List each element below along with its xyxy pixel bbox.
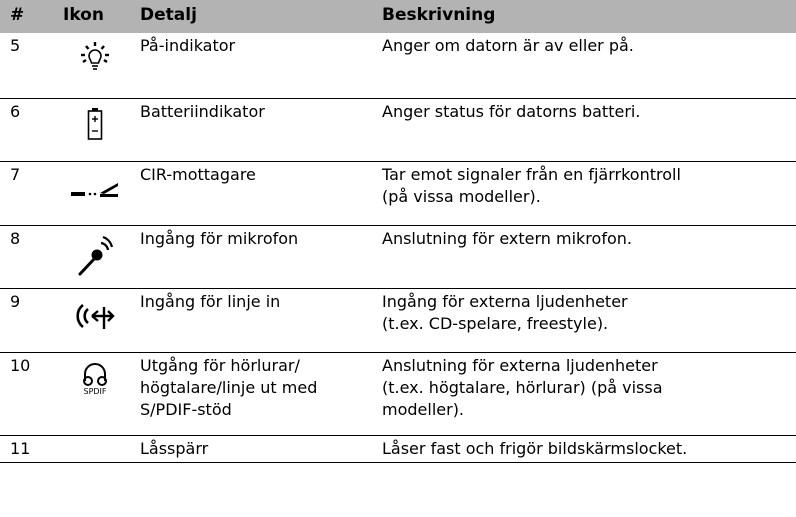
- row-description: Anslutning för extern mikrofon.: [382, 229, 632, 248]
- spdif-label: SPDIF: [83, 387, 107, 396]
- row-description: Tar emot signaler från en fjärrkontroll (på vissa modeller).: [382, 165, 681, 206]
- header-detail: Detalj: [140, 5, 197, 25]
- row-num: 9: [10, 292, 21, 311]
- row-description: Anslutning för externa ljudenheter (t.ex. högtalare, hörlurar) (på vissa modeller).: [382, 356, 663, 419]
- row-detail: Batteriindikator: [140, 102, 265, 121]
- row-description: Ingång för externa ljudenheter (t.ex. CD-spelare, freestyle).: [382, 292, 628, 333]
- row-num: 5: [10, 36, 21, 55]
- row-description: Anger om datorn är av eller på.: [382, 36, 634, 55]
- row-detail: Låsspärr: [140, 439, 209, 458]
- microphone-icon: [60, 234, 130, 276]
- header-num: #: [10, 5, 25, 25]
- row-detail: Ingång för linje in: [140, 292, 281, 311]
- table-row: [0, 353, 796, 436]
- row-description: Låser fast och frigör bildskärmslocket.: [382, 439, 688, 458]
- line-in-icon: [60, 301, 130, 333]
- row-num: 10: [10, 356, 31, 375]
- row-num: 11: [10, 439, 31, 458]
- row-description: Anger status för datorns batteri.: [382, 102, 641, 121]
- table-row: [0, 99, 796, 162]
- row-num: 8: [10, 229, 21, 248]
- table-row: [0, 436, 796, 463]
- row-num: 6: [10, 102, 21, 121]
- table-header: [0, 0, 796, 33]
- row-detail: På-indikator: [140, 36, 236, 55]
- header-description: Beskrivning: [382, 5, 496, 25]
- row-detail: CIR-mottagare: [140, 165, 256, 184]
- table-row: [0, 289, 796, 353]
- row-detail: Ingång för mikrofon: [140, 229, 299, 248]
- row-detail: Utgång för hörlurar/ högtalare/linje ut med S/PDIF-stöd: [140, 356, 318, 419]
- table-row: [0, 162, 796, 226]
- headphone-spdif-icon: [60, 361, 130, 397]
- battery-icon: [60, 107, 130, 141]
- cir-receiver-icon: [60, 178, 130, 200]
- row-num: 7: [10, 165, 21, 184]
- table-row: [0, 33, 796, 99]
- power-indicator-icon: [60, 41, 130, 75]
- header-icon: Ikon: [63, 5, 104, 25]
- table-row: [0, 226, 796, 289]
